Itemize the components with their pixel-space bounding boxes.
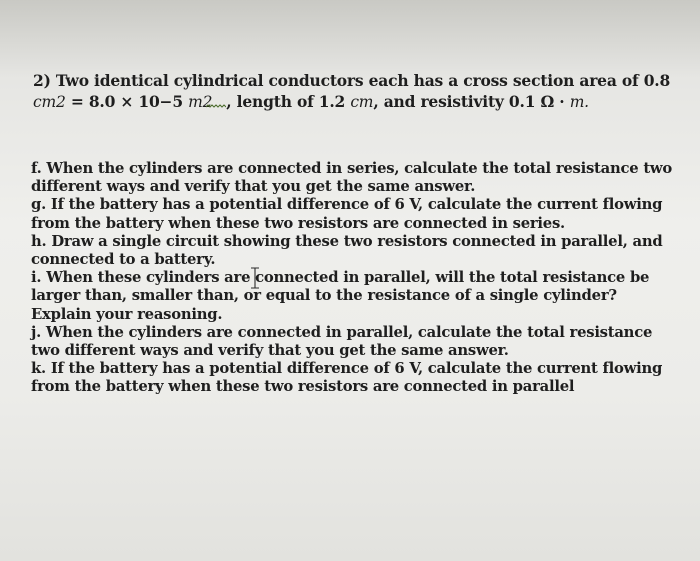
problem-line-1-text: Two identical cylindrical conductors each has a cross section area of 0.8 (55, 71, 671, 90)
question-text: different ways and verify that you get the same answer. (31, 178, 476, 196)
question-text: connected to a battery. (31, 251, 216, 269)
question-text: Draw a single circuit showing these two resistors connected in parallel, and (51, 232, 663, 250)
unit-cm2: cm2 (33, 93, 66, 111)
question-text: two different ways and verify that you get the same answer. (31, 342, 509, 360)
problem-number: 2) (33, 71, 51, 90)
question-text: If the battery has a potential difference of 6 V, calculate the current flowing (50, 360, 663, 378)
question-text: When these cylinders are connected in parallel, will the total resistance be (46, 269, 650, 287)
question-text: Explain your reasoning. (31, 305, 223, 323)
question-k (31, 360, 681, 396)
question-g (31, 196, 681, 232)
question-text: from the battery when these two resistors are connected in series. (31, 214, 565, 232)
question-j (31, 324, 681, 360)
question-f (31, 160, 681, 196)
question-letter: i. (31, 269, 42, 287)
question-text: If the battery has a potential difference of 6 V, calculate the current flowing (50, 196, 663, 214)
unit-m2: m2 (188, 93, 213, 111)
question-letter: h. (31, 232, 47, 250)
question-letter: k. (31, 360, 46, 378)
question-letter: j. (31, 323, 42, 341)
question-text: When the cylinders are connected in series, calculate the total resistance two (46, 160, 673, 177)
problem-line-2 (33, 91, 673, 113)
question-h (31, 233, 681, 269)
question-letter: f. (31, 160, 42, 177)
area-value: = 8.0 × 10−5 (65, 92, 189, 111)
spellcheck-underline-icon (206, 102, 226, 110)
question-list (31, 160, 681, 397)
problem-statement (33, 70, 673, 113)
resistivity-text: , and resistivity 0.1 Ω · (373, 92, 570, 111)
question-text: larger than, smaller than, or equal to the resistance of a single cylinder? (31, 287, 617, 305)
unit-m: m. (569, 93, 589, 111)
question-i (31, 269, 681, 324)
question-text: from the battery when these two resistors are connected in parallel (31, 378, 575, 396)
length-text: , length of 1.2 (226, 92, 351, 111)
text-cursor-icon (248, 267, 262, 289)
question-letter: g. (31, 196, 46, 214)
unit-cm: cm (350, 93, 374, 111)
question-text: When the cylinders are connected in parallel, calculate the total resistance (45, 323, 653, 341)
problem-line-1 (33, 70, 673, 91)
